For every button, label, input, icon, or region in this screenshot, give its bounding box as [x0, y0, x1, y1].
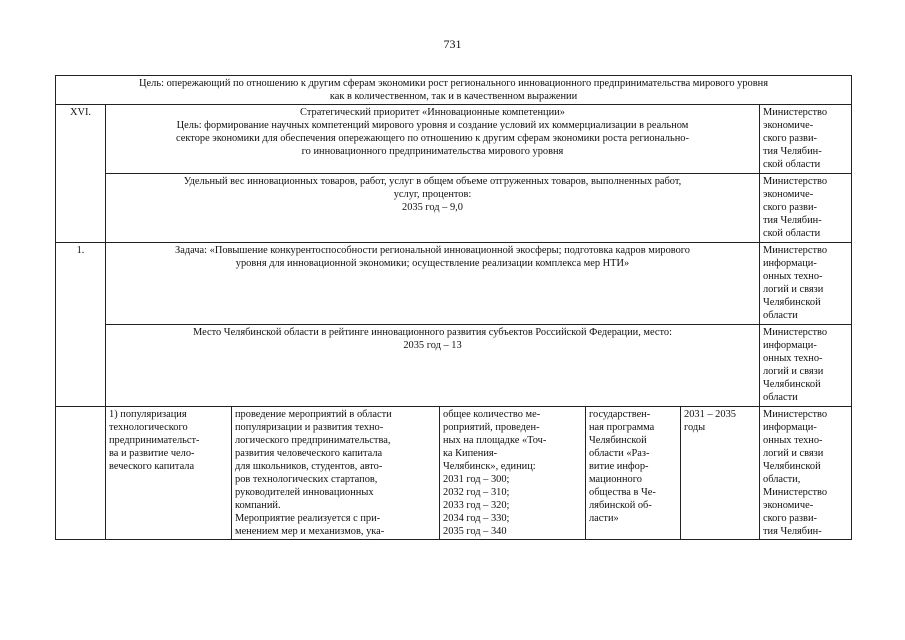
measure-description-line: логического предпринимательства, — [235, 435, 391, 446]
indicator-line: Удельный вес инновационных товаров, работ, услуг в общем объеме отгруженных товаров, выполненных работ, — [183, 176, 682, 187]
measure-program-line: витие инфор- — [589, 461, 649, 472]
measure-description-line: Мероприятие реализуется с при- — [235, 513, 381, 524]
measure-program-cell — [586, 407, 681, 540]
responsible-cell — [760, 105, 852, 174]
measure-indicator-line: ных на площадке «Точ- — [443, 435, 547, 446]
priority-line: го инновационного предпринимательства мирового уровня — [301, 146, 564, 157]
responsible-cell — [760, 325, 852, 407]
goal-line: Цель: опережающий по отношению к другим сферам экономики рост регионального инновационного предпринимательства мирового уровня — [139, 78, 768, 89]
responsible-line: Челябинской — [763, 461, 821, 472]
task-cell — [106, 243, 760, 325]
priority-line: секторе экономики для обеспечения опережающего по отношению к другим сферам экономики роста регионально- — [176, 133, 689, 144]
measure-description-line: компаний. — [235, 500, 281, 511]
measure-indicator-line: 2034 год – 330; — [443, 513, 510, 524]
goal-line: как в количественном, так и в качественном выражении — [329, 91, 578, 102]
measure-name-cell — [106, 407, 232, 540]
responsible-line: логий и связи — [763, 366, 824, 377]
measure-period-cell — [681, 407, 760, 540]
responsible-line: Министерство — [763, 107, 828, 118]
indicator-line: услуг, процентов: — [393, 189, 472, 200]
measure-indicator-line: 2032 год – 310; — [443, 487, 510, 498]
priority-cell — [106, 105, 760, 174]
responsible-line: области, — [763, 474, 801, 485]
measure-period-line: годы — [684, 422, 706, 433]
measure-indicator-line: 2031 год – 300; — [443, 474, 510, 485]
responsible-line: логий и связи — [763, 448, 824, 459]
responsible-line: ской области — [763, 159, 821, 170]
priority-line: Цель: формирование научных компетенций мирового уровня и создание условий их коммерциализации в реальном — [176, 120, 689, 131]
measure-description-cell — [232, 407, 440, 540]
responsible-line: информаци- — [763, 258, 817, 269]
measure-indicator-line: Челябинск», единиц: — [443, 461, 536, 472]
measure-name-line: ва и развитие чело- — [109, 448, 195, 459]
responsible-line: тия Челябин- — [763, 215, 822, 226]
goal-cell — [56, 76, 852, 105]
measure-name-line: веческого капитала — [109, 461, 195, 472]
responsible-line: области — [763, 392, 798, 403]
section-indicator-cell — [106, 174, 760, 243]
measure-indicator-cell — [440, 407, 586, 540]
task-row — [56, 243, 852, 325]
responsible-line: Челябинской — [763, 297, 821, 308]
responsible-line: экономиче- — [763, 189, 814, 200]
section-indicator-row — [56, 174, 852, 243]
measure-program-line: государствен- — [589, 409, 651, 420]
measure-description-line: популяризации и развития техно- — [235, 422, 384, 433]
measure-indicator-line: 2033 год – 320; — [443, 500, 510, 511]
measure-responsible-cell — [760, 407, 852, 540]
responsible-line: тия Челябин- — [763, 526, 822, 537]
responsible-line: ского разви- — [763, 513, 817, 524]
task-indicator-row — [56, 325, 852, 407]
task-indicator-cell — [106, 325, 760, 407]
responsible-line: области — [763, 310, 798, 321]
measure-program-line: общества в Че- — [589, 487, 656, 498]
measure-description-line: ров технологических стартапов, — [235, 474, 378, 485]
responsible-line: онных техно- — [763, 353, 823, 364]
measure-row — [56, 407, 852, 540]
indicator-line: 2035 год – 9,0 — [402, 202, 463, 213]
measure-name-line: технологического — [109, 422, 188, 433]
responsible-line: экономиче- — [763, 120, 814, 131]
measure-indicator-line: роприятий, проведен- — [443, 422, 540, 433]
section-number: XVI. — [69, 107, 92, 118]
measure-description-line: руководителей инновационных — [235, 487, 374, 498]
responsible-line: онных техно- — [763, 435, 823, 446]
task-number-cell — [56, 243, 106, 407]
measure-description-line: менением мер и механизмов, ука- — [235, 526, 385, 537]
responsible-line: логий и связи — [763, 284, 824, 295]
responsible-line: Челябинской — [763, 379, 821, 390]
task-number: 1. — [76, 245, 85, 256]
measure-program-line: области «Раз- — [589, 448, 650, 459]
measure-program-line: лябинской об- — [589, 500, 652, 511]
measure-indicator-line: 2035 год – 340 — [443, 526, 507, 537]
section-number-cell — [56, 105, 106, 243]
responsible-line: ского разви- — [763, 202, 817, 213]
indicator-line: 2035 год – 13 — [403, 340, 462, 351]
measure-period-line: 2031 – 2035 — [684, 409, 736, 420]
task-line: Задача: «Повышение конкурентоспособности региональной инновационной экосферы; подготовка кадров мирового — [175, 245, 690, 256]
responsible-line: ского разви- — [763, 133, 817, 144]
responsible-line: Министерство — [763, 245, 828, 256]
indicator-line: Место Челябинской области в рейтинге инновационного развития субъектов Российской Федерации, место: — [193, 327, 672, 338]
measure-indicator-line: ка Кипения- — [443, 448, 498, 459]
responsible-line: Министерство — [763, 487, 828, 498]
measure-indicator-line: общее количество ме- — [443, 409, 541, 420]
priority-row — [56, 105, 852, 174]
measure-number-cell — [56, 407, 106, 540]
measure-program-line: ласти» — [589, 513, 619, 524]
measure-program-line: ная программа — [589, 422, 655, 433]
page-number: 731 — [443, 37, 462, 51]
measure-name-line: 1) популяризация — [109, 409, 187, 420]
measure-description-line: развития человеческого капитала — [235, 448, 383, 459]
measure-name-line: предпринимательст- — [109, 435, 200, 446]
task-line: уровня для инновационной экономики; осуществление реализации комплекса мер НТИ» — [235, 258, 630, 269]
measure-description-line: для школьников, студентов, авто- — [235, 461, 383, 472]
priority-line: Стратегический приоритет «Инновационные компетенции» — [300, 107, 565, 118]
responsible-line: информаци- — [763, 422, 817, 433]
measure-program-line: Челябинской — [589, 435, 647, 446]
measure-program-line: мационного — [589, 474, 642, 485]
strategy-table — [55, 75, 852, 540]
responsible-line: Министерство — [763, 409, 828, 420]
responsible-line: ской области — [763, 228, 821, 239]
responsible-line: экономиче- — [763, 500, 814, 511]
responsible-line: Министерство — [763, 327, 828, 338]
responsible-cell — [760, 174, 852, 243]
responsible-cell — [760, 243, 852, 325]
responsible-line: тия Челябин- — [763, 146, 822, 157]
responsible-line: информаци- — [763, 340, 817, 351]
responsible-line: Министерство — [763, 176, 828, 187]
responsible-line: онных техно- — [763, 271, 823, 282]
measure-description-line: проведение мероприятий в области — [235, 409, 392, 420]
goal-row — [56, 76, 852, 105]
